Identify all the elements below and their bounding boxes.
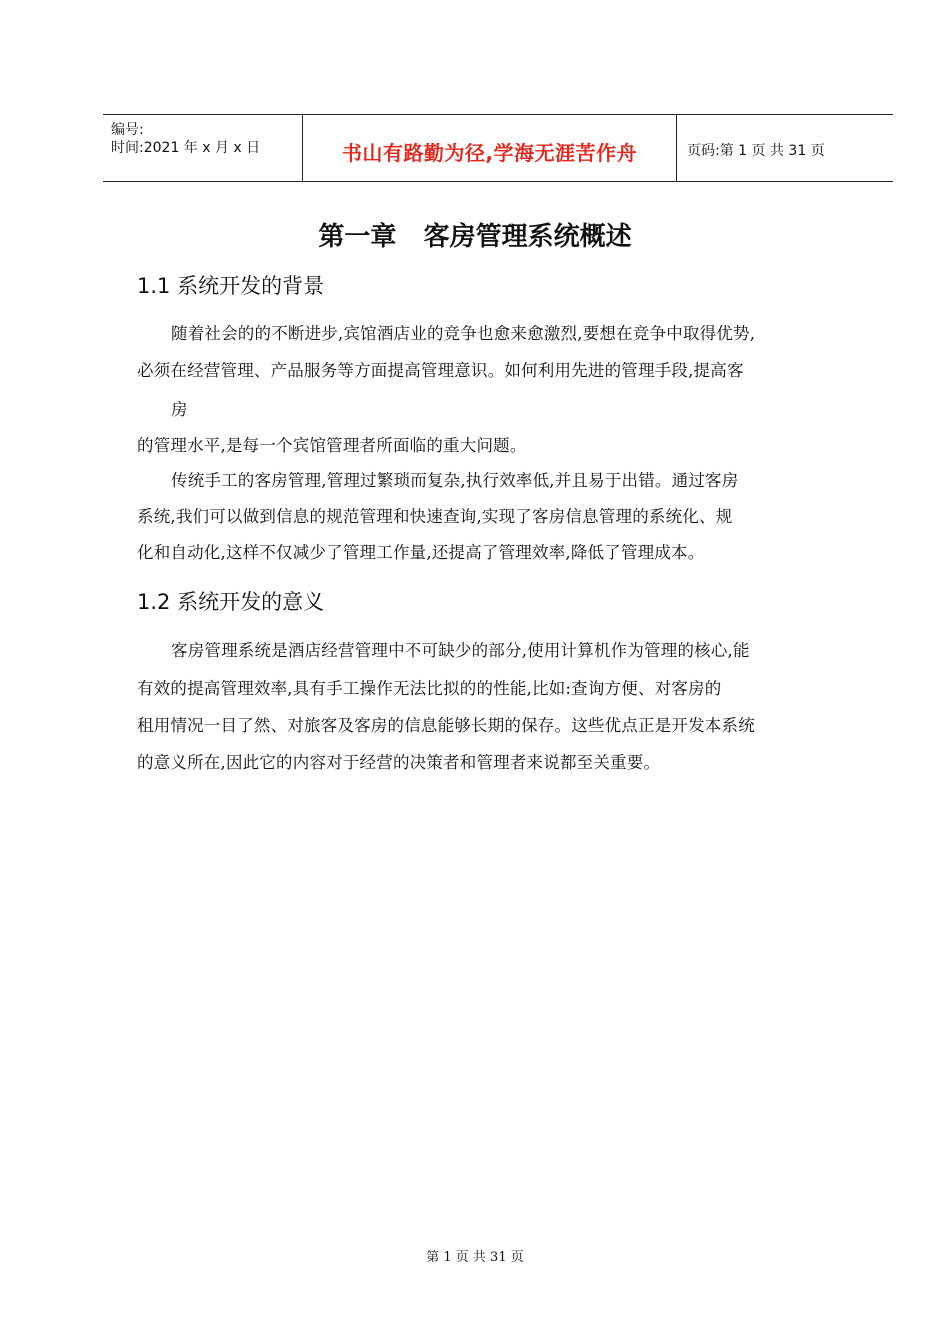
header-table xyxy=(103,114,893,182)
header-motto-cell xyxy=(303,115,677,181)
paragraph-line: 化和自动化,这样不仅减少了管理工作量,还提高了管理效率,降低了管理成本。 xyxy=(137,543,705,562)
paragraph-line: 的意义所在,因此它的内容对于经营的决策者和管理者来说都至关重要。 xyxy=(137,753,661,772)
paragraph-line: 房 xyxy=(171,400,188,419)
page-code: 页码:第 1 页 共 31 页 xyxy=(687,143,825,159)
chapter-title: 第一章 客房管理系统概述 xyxy=(318,222,632,252)
paragraph-line: 租用情况一目了然、对旅客及客房的信息能够长期的保存。这些优点正是开发本系统 xyxy=(137,716,755,735)
paragraph-line: 随着社会的的不断进步,宾馆酒店业的竞争也愈来愈激烈,要想在竞争中取得优势, xyxy=(171,324,756,343)
page-footer: 第 1 页 共 31 页 xyxy=(426,1250,524,1265)
time-label: 时间:2021 年 x 月 x 日 xyxy=(111,140,261,156)
paragraph-line: 客房管理系统是酒店经营管理中不可缺少的部分,使用计算机作为管理的核心,能 xyxy=(171,641,750,660)
section-title-significance: 1.2 系统开发的意义 xyxy=(137,590,325,614)
paragraph-line: 必须在经营管理、产品服务等方面提高管理意识。如何利用先进的管理手段,提高客 xyxy=(137,361,744,380)
paragraph-line: 系统,我们可以做到信息的规范管理和快速查询,实现了客房信息管理的系统化、规 xyxy=(137,507,733,526)
section-title-background: 1.1 系统开发的背景 xyxy=(137,274,325,298)
header-page-cell xyxy=(677,115,893,181)
paragraph-line: 的管理水平,是每一个宾馆管理者所面临的重大问题。 xyxy=(137,436,527,455)
paragraph-line: 有效的提高管理效率,具有手工操作无法比拟的的性能,比如:查询方便、对客房的 xyxy=(137,679,722,698)
number-label: 编号: xyxy=(111,122,144,138)
motto: 书山有路勤为径,学海无涯苦作舟 xyxy=(341,141,638,165)
paragraph-line: 传统手工的客房管理,管理过繁琐而复杂,执行效率低,并且易于出错。通过客房 xyxy=(171,471,739,490)
header-info-cell xyxy=(103,115,303,181)
